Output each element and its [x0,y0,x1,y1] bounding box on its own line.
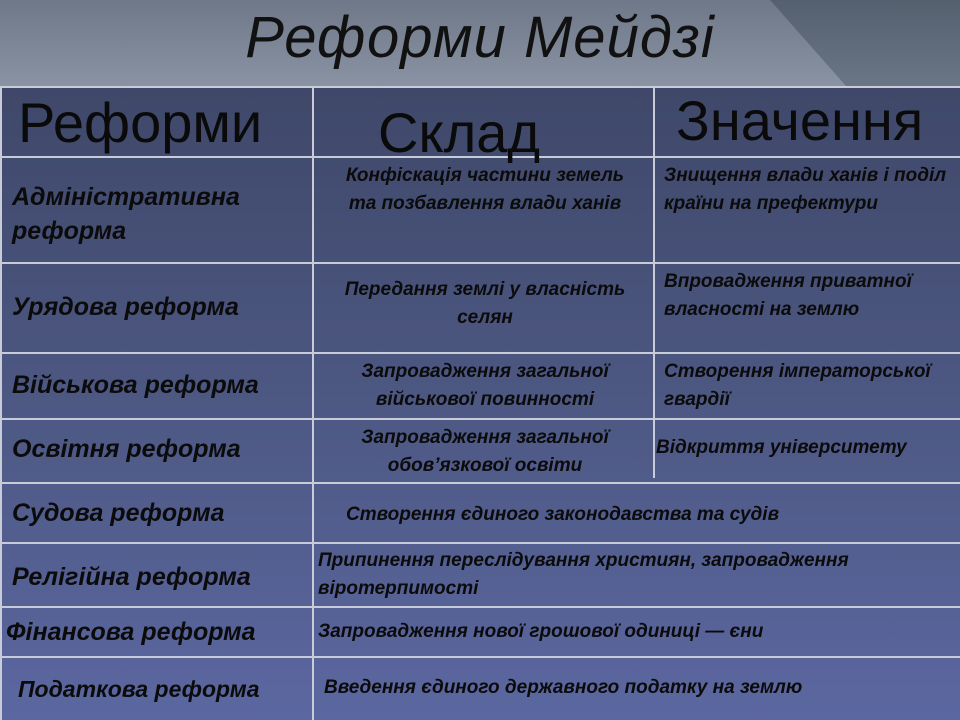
reform-details: Запровадження нової грошової одиниці — єни [318,621,764,642]
reform-details: Створення єдиного законодавства та судів [346,504,780,525]
reform-name: Урядова реформа [12,293,239,321]
header-meaning: Значення [676,89,924,152]
table-row-divider [0,262,960,264]
table-row-divider [0,542,960,544]
table-row-divider [0,656,960,658]
table-row-divider [0,606,960,608]
reform-meaning: Знищення влади ханів і поділ країни на префектури [664,165,947,214]
reform-name: Судова реформа [12,499,225,527]
reform-meaning: Впровадження приватної власності на землю [664,271,912,320]
table-row-divider [0,482,960,484]
reform-details: Введення єдиного державного податку на землю [324,677,803,698]
reform-composition: Запровадження загальної обов’язкової освіти [361,427,609,476]
reform-name: Фінансова реформа [6,618,256,646]
reform-composition: Передання землі у власність селян [344,279,626,328]
slide-title: Реформи Мейдзі [245,5,715,70]
table-column-divider [312,86,314,720]
reform-name: Військова реформа [12,371,259,399]
reform-meaning: Відкриття університету [656,437,907,458]
table-row-divider [0,352,960,354]
reform-name: Адміністративна реформа [12,183,240,245]
table-border-left [0,86,2,720]
table-column-divider [653,86,655,478]
table-row-divider [0,418,960,420]
reform-name: Освітня реформа [12,435,241,463]
header-reforms: Реформи [18,91,263,154]
reform-meaning: Створення імператорської гвардії [664,361,931,410]
header-composition: Склад [378,101,541,164]
reform-name: Податкова реформа [18,676,260,702]
reform-composition: Запровадження загальної військової повинності [361,361,609,410]
reform-composition: Конфіскація частини земель та позбавлення влади ханів [345,165,625,214]
reform-details: Припинення переслідування християн, запровадження віротерпимості [318,550,849,599]
reform-name: Релігійна реформа [12,563,251,591]
